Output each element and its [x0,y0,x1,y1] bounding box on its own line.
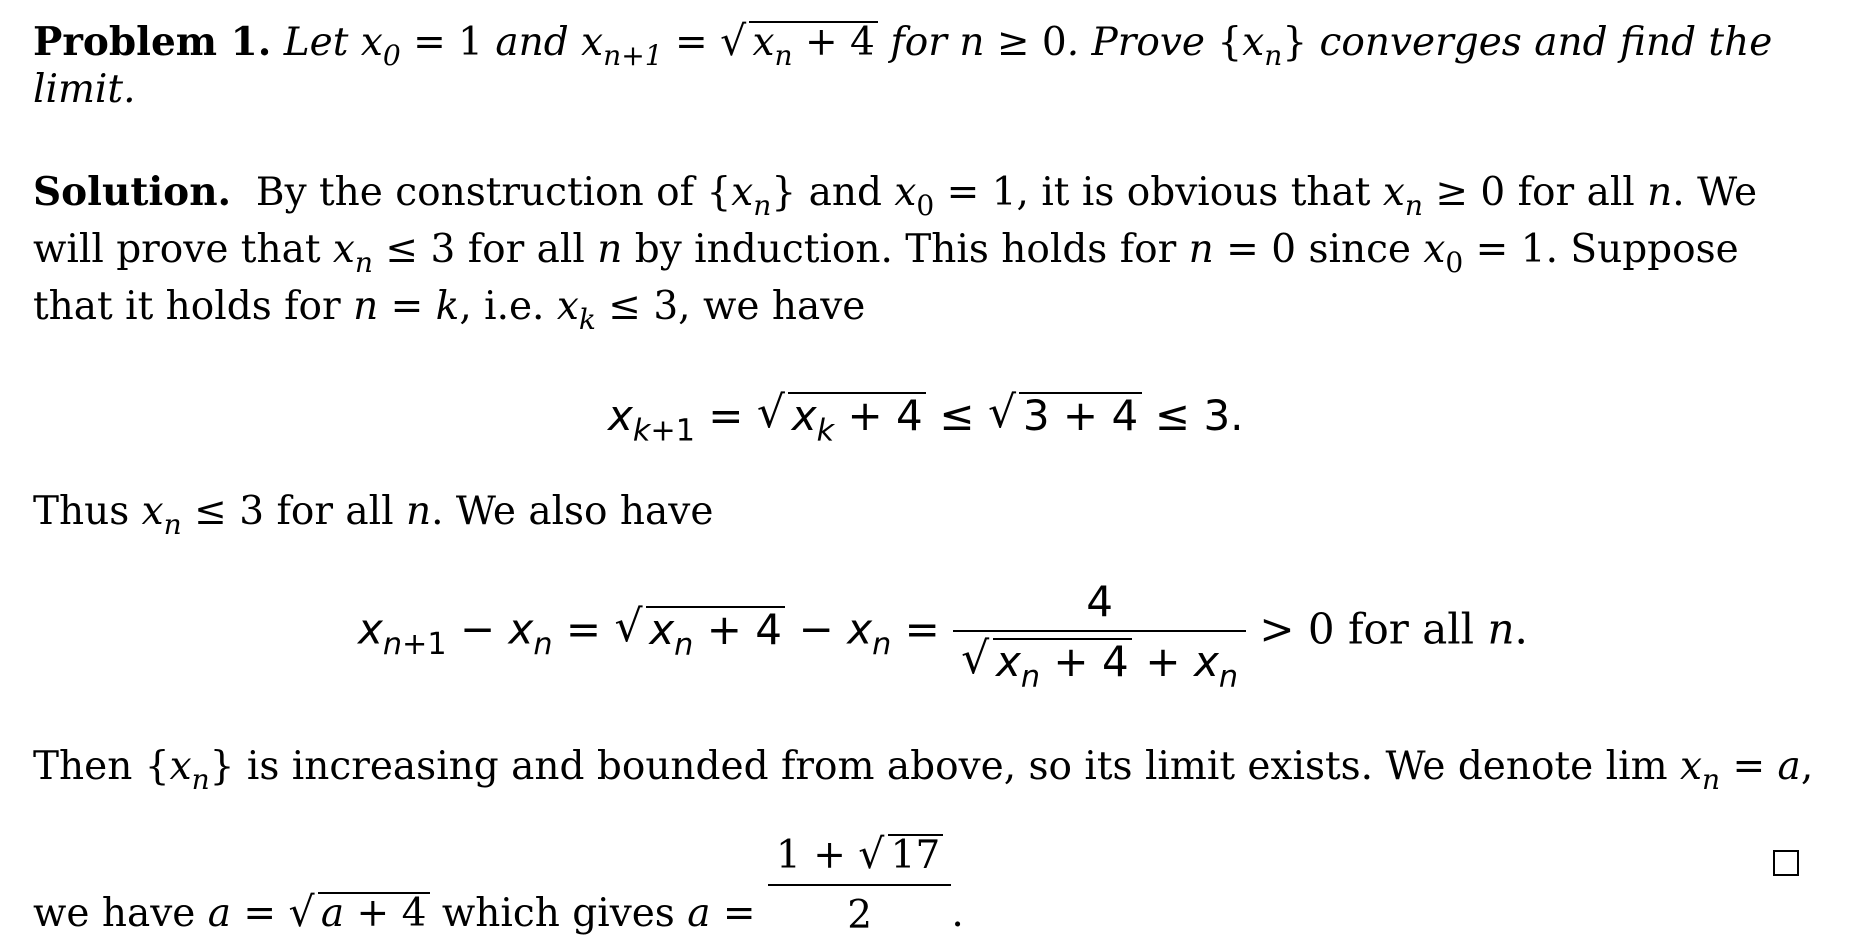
solution-line-6: we have a = √ a + 4 which gives a = 1 + √ 17 2 . [33,829,964,938]
qed-square-icon [1773,850,1799,876]
solution-line-5: Then $\{x_n\}$ is increasing and bounded from above, so its limit exists. We denote $\lim x_n = a$, [33,744,1814,796]
solution-line-3: that it holds for n = k, i.e. $x_k \le 3$, we have [33,284,866,336]
problem-statement-line-1 [33,16,1773,72]
problem-label: Problem 1. [33,19,272,65]
solution-line-1: Solution. By the construction of $\{x_n\}$ and $x_0 = 1$, it is obvious that $x_n \ge 0$ for all n. We [33,169,1758,222]
problem-statement-line-2: limit. [33,67,136,112]
fraction-limit-value: 1 + √ 17 2 [768,832,951,940]
equation-monotonic: $x_{n+1} - x_n$ = √ $x_n + 4 - x_n$ = 4 √ $x_n + 4 + x_n$ > 0 for all n. [358,577,1528,695]
fraction-4-over-sum: 4 √ $x_n + 4 + x_n$ [953,578,1246,686]
solution-label: Solution. [33,169,232,215]
solution-line-4: Thus $x_n \le 3$ for all n. We also have [33,489,714,541]
equation-induction-step: $x_{k+1}$ = √ $x_k + 4$ ≤ √ 3 + 4 ≤ 3. [608,387,1244,449]
problem-text: Let $x_0 = 1$ and $x_{n+1}$ = √ $x_n + 4$ for n ≥ 0. Prove $\{x_n\}$ converges and find the [283,16,1773,72]
solution-line-2: will prove that $x_n \le 3$ for all n by induction. This holds for n = 0 since $x_0 = 1$. Suppose [33,227,1739,279]
